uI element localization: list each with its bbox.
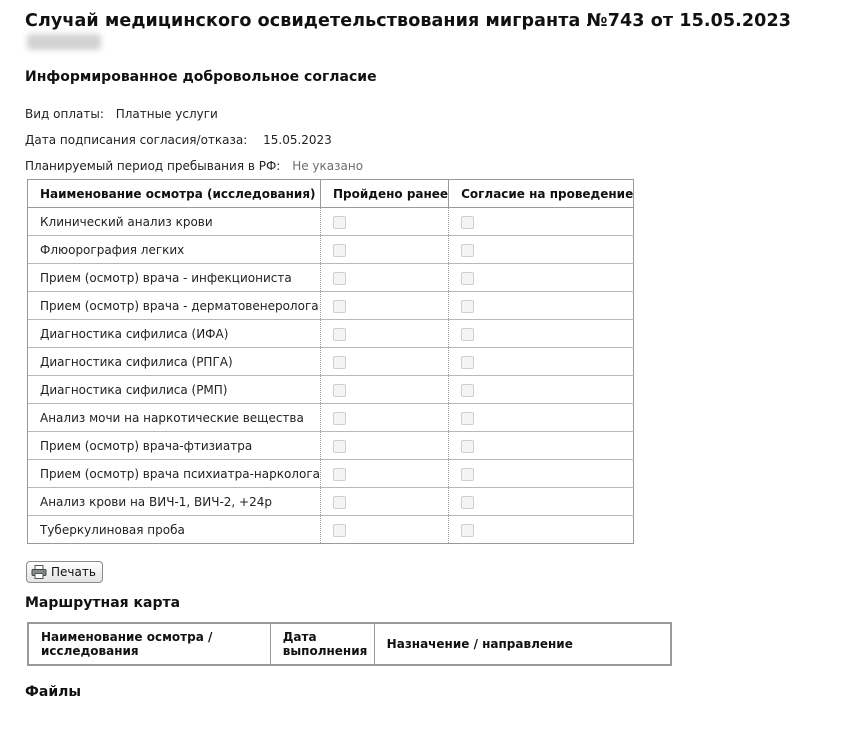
consent-checkbox[interactable] <box>461 216 474 229</box>
consent-cell <box>449 432 634 460</box>
payment-field <box>25 107 218 121</box>
exam-name-cell: Анализ крови на ВИЧ-1, ВИЧ-2, +24р <box>28 488 321 516</box>
table-row <box>28 404 634 432</box>
route-column-exam <box>28 623 270 665</box>
exam-name-cell: Прием (осмотр) врача психиатра-нарколога <box>28 460 321 488</box>
consent-checkbox[interactable] <box>461 356 474 369</box>
consent-cell <box>449 320 634 348</box>
consent-checkbox[interactable] <box>461 384 474 397</box>
consent-cell <box>449 236 634 264</box>
route-column-exam-line2: исследования <box>41 644 139 658</box>
consent-cell <box>449 460 634 488</box>
table-row <box>28 432 634 460</box>
route-column-date <box>270 623 374 665</box>
route-table <box>27 622 672 666</box>
consent-cell <box>449 292 634 320</box>
signed-date-value: 15.05.2023 <box>263 133 332 147</box>
route-table-header <box>28 623 671 665</box>
route-column-date-line2: выполнения <box>282 644 368 658</box>
passed-checkbox[interactable] <box>333 272 346 285</box>
table-row <box>28 208 634 236</box>
table-row <box>28 516 634 544</box>
exam-name-cell: Клинический анализ крови <box>28 208 321 236</box>
passed-cell <box>320 404 448 432</box>
passed-checkbox[interactable] <box>333 356 346 369</box>
passed-cell <box>320 488 448 516</box>
consent-cell <box>449 404 634 432</box>
route-section-title: Маршрутная карта <box>25 595 181 611</box>
consent-table <box>27 179 634 544</box>
print-button[interactable] <box>26 561 103 583</box>
payment-value: Платные услуги <box>115 107 218 121</box>
consent-checkbox[interactable] <box>461 300 474 313</box>
passed-checkbox[interactable] <box>333 384 346 397</box>
payment-label: Вид оплаты: <box>25 107 104 121</box>
consent-checkbox[interactable] <box>461 244 474 257</box>
table-row <box>28 320 634 348</box>
column-header-consent: Согласие на проведение <box>449 180 634 208</box>
exam-name-cell: Прием (осмотр) врача - дерматовенеролога <box>28 292 321 320</box>
column-header-passed: Пройдено ранее <box>320 180 448 208</box>
exam-name-cell: Туберкулиновая проба <box>28 516 321 544</box>
files-section-title: Файлы <box>25 684 82 700</box>
consent-checkbox[interactable] <box>461 468 474 481</box>
passed-cell <box>320 348 448 376</box>
passed-cell <box>320 432 448 460</box>
passed-checkbox[interactable] <box>333 468 346 481</box>
passed-cell <box>320 208 448 236</box>
consent-checkbox[interactable] <box>461 328 474 341</box>
passed-checkbox[interactable] <box>333 440 346 453</box>
table-row <box>28 460 634 488</box>
passed-checkbox[interactable] <box>333 244 346 257</box>
consent-checkbox[interactable] <box>461 412 474 425</box>
passed-checkbox[interactable] <box>333 300 346 313</box>
consent-cell <box>449 488 634 516</box>
stay-period-field <box>25 159 363 173</box>
passed-checkbox[interactable] <box>333 328 346 341</box>
exam-name-cell: Диагностика сифилиса (РПГА) <box>28 348 321 376</box>
consent-cell <box>449 264 634 292</box>
exam-name-cell: Анализ мочи на наркотические вещества <box>28 404 321 432</box>
consent-cell <box>449 376 634 404</box>
consent-cell <box>449 516 634 544</box>
exam-name-cell: Диагностика сифилиса (РМП) <box>28 376 321 404</box>
route-column-assignment: Назначение / направление <box>374 623 671 665</box>
signed-date-label: Дата подписания согласия/отказа: <box>25 133 248 147</box>
exam-name-cell: Прием (осмотр) врача-фтизиатра <box>28 432 321 460</box>
stay-period-value: Не указано <box>292 159 364 173</box>
consent-checkbox[interactable] <box>461 272 474 285</box>
route-column-date-line1: Дата <box>282 630 317 644</box>
table-row <box>28 376 634 404</box>
consent-checkbox[interactable] <box>461 440 474 453</box>
signed-date-field <box>25 133 332 147</box>
consent-table-header <box>28 180 634 208</box>
passed-cell <box>320 376 448 404</box>
passed-cell <box>320 516 448 544</box>
exam-name-cell: Флюорография легких <box>28 236 321 264</box>
table-row <box>28 292 634 320</box>
consent-section-title: Информированное добровольное согласие <box>25 69 377 85</box>
column-header-exam: Наименование осмотра (исследования) <box>28 180 321 208</box>
passed-cell <box>320 236 448 264</box>
page-title: Случай медицинского освидетельствования мигранта №743 от 15.05.2023 <box>25 11 792 31</box>
passed-checkbox[interactable] <box>333 216 346 229</box>
consent-checkbox[interactable] <box>461 496 474 509</box>
route-column-exam-line1: Наименование осмотра / <box>41 630 213 644</box>
exam-name-cell: Диагностика сифилиса (ИФА) <box>28 320 321 348</box>
table-row <box>28 264 634 292</box>
exam-name-cell: Прием (осмотр) врача - инфекциониста <box>28 264 321 292</box>
blurred-patient-name <box>27 34 101 50</box>
passed-cell <box>320 320 448 348</box>
table-row <box>28 348 634 376</box>
print-button-label: Печать <box>51 565 96 579</box>
passed-checkbox[interactable] <box>333 524 346 537</box>
consent-cell <box>449 348 634 376</box>
passed-cell <box>320 292 448 320</box>
printer-icon <box>31 565 47 579</box>
passed-checkbox[interactable] <box>333 496 346 509</box>
passed-checkbox[interactable] <box>333 412 346 425</box>
table-row <box>28 236 634 264</box>
stay-period-label: Планируемый период пребывания в РФ: <box>25 159 281 173</box>
passed-cell <box>320 264 448 292</box>
passed-cell <box>320 460 448 488</box>
table-row <box>28 488 634 516</box>
consent-checkbox[interactable] <box>461 524 474 537</box>
consent-cell <box>449 208 634 236</box>
